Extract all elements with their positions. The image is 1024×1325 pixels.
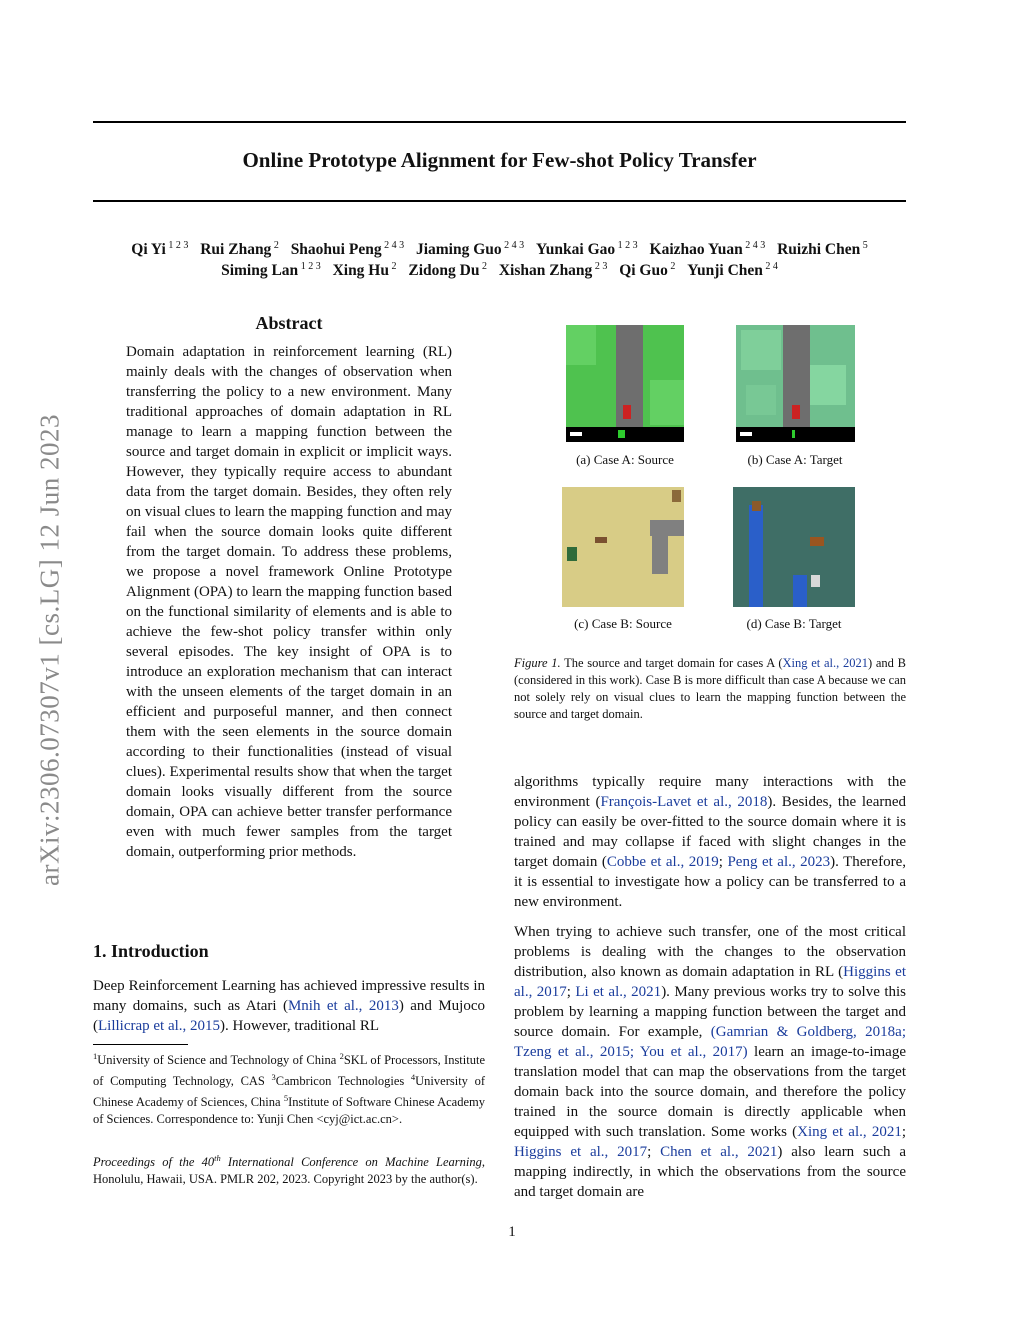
author-entry	[333, 262, 397, 279]
page-number: 1	[508, 1224, 516, 1240]
subcaption-case-a-target: (b) Case A: Target	[747, 452, 843, 467]
creature-sprite	[810, 537, 824, 546]
superscript: th	[214, 1153, 221, 1163]
wall-shape	[652, 520, 668, 574]
citation-link[interactable]: (Gamrian & Goldberg, 2018a; Tzeng et al., 2015; You et al., 2017)	[514, 1024, 906, 1060]
superscript: 1	[93, 1051, 98, 1061]
text-segment: Institute of Software Chinese Academy of Sciences. Correspondence to: Yunji Chen <cyj@ict.ac.cn>.	[93, 1095, 485, 1127]
superscript: 3	[271, 1072, 276, 1083]
text-segment: ;	[901, 1124, 906, 1140]
text-segment: University of Chinese Academy of Sciences, China	[93, 1074, 485, 1110]
author-entry	[536, 241, 638, 258]
author-name: Xishan Zhang	[498, 262, 593, 280]
abstract-heading: Abstract	[255, 313, 323, 333]
author-affiliation-marks: 2 4	[762, 261, 778, 272]
author-entry	[221, 262, 321, 279]
water-column-shape	[749, 505, 763, 607]
author-name: Qi Guo	[619, 262, 668, 280]
text-segment: Cambricon Technologies	[275, 1074, 411, 1089]
citation-link[interactable]: Mnih et al., 2013	[287, 998, 399, 1014]
author-affiliation-marks: 2 4 3	[742, 240, 766, 251]
citation-link[interactable]: Xing et al., 2021	[797, 1124, 902, 1140]
introduction-paragraph	[93, 976, 485, 1036]
creature-sprite	[595, 537, 607, 543]
title-bottom-rule	[93, 200, 906, 202]
author-name: Shaohui Peng	[290, 241, 382, 259]
author-affiliation-marks: 5	[860, 240, 868, 251]
text-segment: ) and B (considered in this work). Case B is more difficult than case A because we can not solely rely on visual clues to learn the mapping function between the source and target domain.	[514, 656, 906, 721]
affiliations-footnote	[93, 1048, 485, 1128]
player-sprite	[752, 501, 761, 511]
citation-link[interactable]: Cobbe et al., 2019	[606, 854, 719, 870]
text-segment: ;	[718, 854, 728, 870]
text-segment: SKL of Processors, Institute of Computing Technology, CAS	[93, 1053, 485, 1089]
abstract-text: Domain adaptation in reinforcement learning (RL) mainly deals with the changes of observation when transferring the policy to a new environment. Many traditional approaches of domain adaptation in RL manage to learn a mapping function between the source and target domain in explicit or implicit ways. However, they typically require access to abundant data from the target domain. Besides, they often rely on visual clues to learn the mapping function and may fail when the source domain looks quite different from the target domain. To address these problems, we propose a novel framework Online Prototype Alignment (OPA) to learn the mapping function based on the functional similarity of elements and is able to achieve the few-shot policy transfer within only several episodes. The key insight of OPA is to introduce an exploration mechanism that can interact with the unseen elements of the target domain in an efficient and purposeful manner, and then connect them with the seen elements in the source domain according to their functionalities (instead of visual clues). Experimental results show that when the target domain looks visually different from the source domain, OPA can achieve better transfer performance even with much fewer samples from the target domain, outperforming prior methods.	[126, 344, 452, 860]
author-affiliation-marks: 1 2 3	[298, 261, 321, 272]
text-segment: ). Therefore, it is essential to investigate how a policy can be transferred to a new environment.	[514, 854, 906, 910]
citation-link[interactable]: Peng et al., 2023	[727, 854, 831, 870]
water-column-shape	[793, 575, 807, 607]
author-affiliation-marks: 2	[271, 240, 279, 251]
author-affiliation-marks: 1 2 3	[615, 240, 638, 251]
subcaption-case-a-source: (a) Case A: Source	[576, 452, 674, 467]
superscript: 4	[410, 1072, 416, 1083]
author-name: Zidong Du	[408, 262, 480, 280]
author-entry	[416, 241, 524, 258]
text-segment: ). However, traditional RL	[220, 1018, 379, 1034]
text-segment: ). Many previous works try to solve this problem by learning a mapping function between the target and source domain. For example,	[514, 984, 906, 1040]
introduction-paragraph-right-2	[514, 922, 906, 1202]
author-affiliation-marks: 2 3	[592, 261, 608, 272]
arxiv-identifier[interactable]: arXiv:2306.07307v1 [cs.LG] 12 Jun 2023	[34, 414, 65, 886]
author-name: Yunji Chen	[687, 262, 763, 280]
author-affiliation-marks: 2 4 3	[381, 240, 405, 251]
citation-link[interactable]: François-Lavet et al., 2018	[600, 794, 768, 810]
author-name: Siming Lan	[221, 262, 299, 280]
citation-link[interactable]: Higgins et al., 2017	[514, 964, 906, 1000]
author-name: Yunkai Gao	[536, 241, 616, 259]
text-segment: ) also learn such a mapping indirectly, in which the observations from the source and target domain are	[514, 1144, 906, 1200]
proceedings-footnote	[93, 1150, 485, 1188]
car-shape	[792, 405, 800, 419]
text-segment: , Honolulu, Hawaii, USA. PMLR 202, 2023. Copyright 2023 by the author(s).	[93, 1155, 485, 1187]
superscript: 2	[339, 1051, 344, 1061]
text-segment: Figure 1.	[514, 656, 561, 670]
text-segment: learn an image-to-image translation model that can map the observations from the target domain back into the source domain, and therefore the policy trained in the source domain is directly applicable when equipped with such translation. Some works (	[514, 1044, 906, 1140]
monster-sprite	[567, 547, 577, 561]
figure-case-b-target-image	[733, 487, 855, 607]
author-affiliation-marks: 2	[389, 261, 397, 272]
author-entry	[200, 241, 279, 258]
subcaption-case-b-target: (d) Case B: Target	[746, 616, 842, 631]
author-entry	[687, 262, 778, 279]
text-segment: Proceedings of the	[93, 1155, 202, 1170]
author-name: Ruizhi Chen	[777, 241, 861, 259]
text-segment: ;	[647, 1144, 661, 1160]
figure-case-b-source-image	[562, 487, 684, 607]
author-entry	[777, 241, 868, 258]
author-name: Xing Hu	[332, 262, 389, 280]
monster-sprite	[811, 575, 820, 587]
text-segment: algorithms typically require many interactions with the environment (	[514, 774, 906, 810]
citation-link[interactable]: Higgins et al., 2017	[514, 1144, 648, 1160]
author-name: Qi Yi	[131, 241, 166, 259]
text-segment: ;	[566, 984, 576, 1000]
text-segment: University of Science and Technology of China	[97, 1053, 340, 1068]
author-entry	[650, 241, 766, 258]
text-segment: When trying to achieve such transfer, one of the most critical problems is dealing with the changes to the observation distribution, also known as domain adaptation in RL (	[514, 924, 906, 980]
figure-case-a-target-image	[736, 325, 855, 442]
player-sprite	[672, 490, 681, 502]
car-shape	[623, 405, 631, 419]
paper-title: Online Prototype Alignment for Few-shot Policy Transfer	[242, 148, 757, 172]
author-list-line-2	[93, 257, 906, 281]
author-affiliation-marks: 1 2 3	[165, 240, 189, 251]
text-segment: ). Besides, the learned policy can easily be over-fitted to the source domain where it is trained and may collapse if faced with slight changes in the target domain (	[514, 794, 907, 870]
author-entry	[131, 241, 188, 258]
figure-1-caption	[514, 655, 906, 723]
author-entry	[619, 262, 675, 279]
author-entry	[291, 241, 404, 258]
author-affiliation-marks: 2 4 3	[501, 240, 525, 251]
author-entry	[408, 262, 487, 279]
text-segment: ) and Mujoco (	[93, 998, 485, 1034]
text-segment: Deep Reinforcement Learning has achieved impressive results in many domains, such as Atari (	[93, 978, 485, 1014]
author-name: Kaizhao Yuan	[649, 241, 743, 259]
figure-case-a-source-image	[566, 325, 684, 442]
text-segment: The source and target domain for cases A (	[560, 656, 783, 670]
superscript: 5	[283, 1093, 289, 1104]
author-affiliation-marks: 2	[479, 261, 487, 272]
footnote-rule	[93, 1044, 188, 1045]
citation-link[interactable]: Chen et al., 2021	[660, 1144, 778, 1160]
introduction-paragraph-right-1	[514, 772, 906, 912]
top-rule	[93, 121, 906, 123]
text-segment: International Conference on Machine Learning	[220, 1155, 482, 1170]
citation-link[interactable]: Lillicrap et al., 2015	[98, 1018, 221, 1034]
subcaption-case-b-source: (c) Case B: Source	[574, 616, 672, 631]
citation-link[interactable]: Li et al., 2021	[575, 984, 662, 1000]
text-segment: 40	[201, 1155, 215, 1170]
author-entry	[499, 262, 607, 279]
author-affiliation-marks: 2	[667, 261, 676, 272]
author-name: Jiaming Guo	[415, 241, 502, 259]
author-name: Rui Zhang	[200, 241, 272, 259]
citation-link[interactable]: Xing et al., 2021	[782, 656, 868, 670]
introduction-heading: 1. Introduction	[93, 941, 209, 961]
